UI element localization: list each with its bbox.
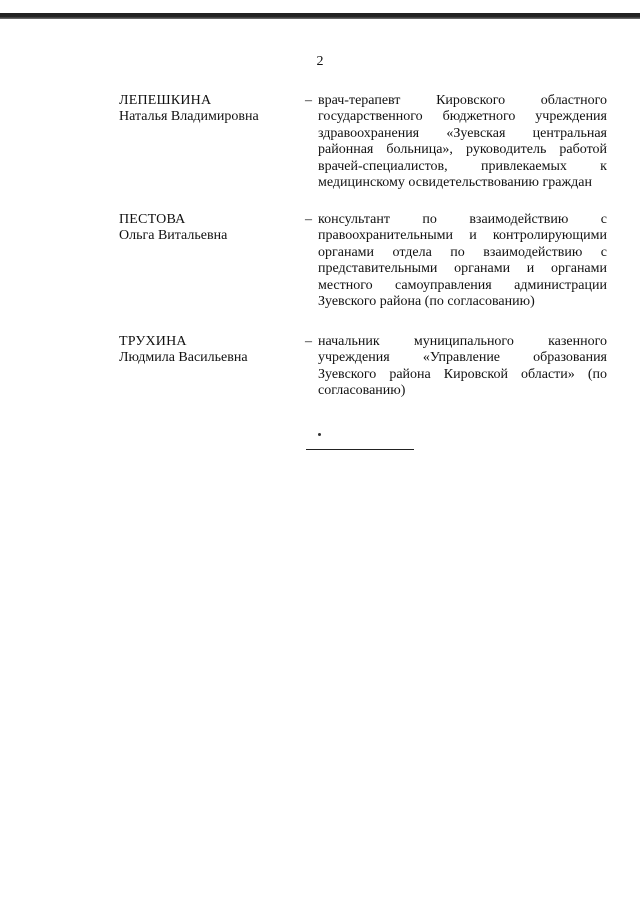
page-number: 2 <box>316 54 324 69</box>
member-surname: ПЕСТОВА <box>119 212 186 227</box>
member-surname: ТРУХИНА <box>119 334 187 349</box>
member-role: консультант по взаимодействию с правоохранительными и контролирующими органами отдела по взаимодействию с представительными органами и органами местного самоуправления администрации Зуевского района (по согласованию) <box>318 212 607 310</box>
member-role: врач-терапевт Кировского областного государственного бюджетного учреждения здравоохранения «Зуевская центральная районная больница», руководитель работой врачей-специалистов, привлекаемых к медицинскому освидетельствованию граждан <box>318 93 607 191</box>
end-of-document-line <box>306 449 414 450</box>
entry-dash: – <box>305 93 312 108</box>
entry-dash: – <box>305 334 312 349</box>
top-border-bar <box>0 13 640 19</box>
member-name <box>119 212 304 244</box>
member-given-names: Ольга Витальевна <box>119 228 228 243</box>
member-surname: ЛЕПЕШКИНА <box>119 93 212 108</box>
member-name <box>119 334 304 366</box>
member-role: начальник муниципального казенного учреждения «Управление образования Зуевского района Кировской области» (по согласованию) <box>318 334 607 399</box>
member-name <box>119 93 304 125</box>
member-given-names: Людмила Васильевна <box>119 350 248 365</box>
entry-dash: – <box>305 212 312 227</box>
member-given-names: Наталья Владимировна <box>119 109 259 124</box>
scan-speck <box>318 433 321 436</box>
